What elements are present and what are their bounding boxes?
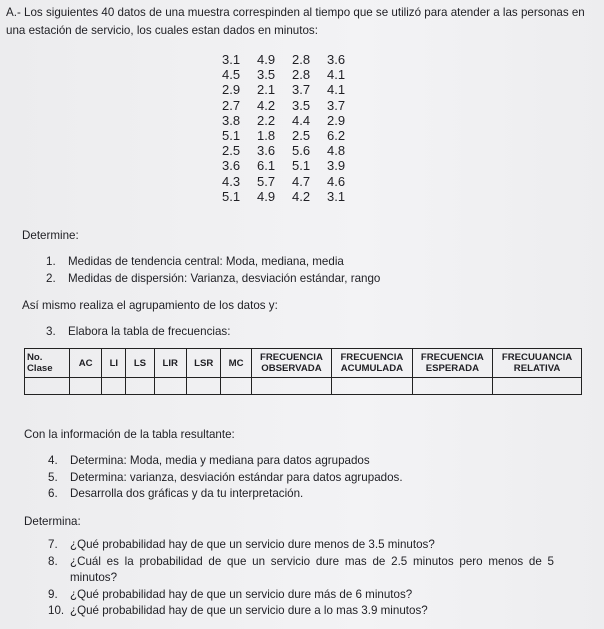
data-value: 2.5 xyxy=(222,143,241,159)
list-item xyxy=(48,486,568,503)
item-text: Medidas de tendencia central: Moda, mediana, media xyxy=(68,255,344,268)
data-value: 4.1 xyxy=(327,67,346,83)
data-value: 5.1 xyxy=(222,188,241,204)
item-number: 2. xyxy=(46,271,56,285)
table-header-row xyxy=(25,349,582,378)
column-header: AC xyxy=(69,349,101,378)
item-text: Medidas de dispersión: Varianza, desviación estándar, rango xyxy=(68,271,381,285)
data-value: 3.7 xyxy=(292,82,311,98)
item-number: 4. xyxy=(48,454,58,467)
data-value: 2.1 xyxy=(257,82,276,98)
table-cell xyxy=(493,378,582,395)
data-value: 3.5 xyxy=(292,97,311,113)
column-header: FRECUUANCIA RELATIVA xyxy=(493,349,582,378)
tasks-list-a xyxy=(46,254,566,287)
data-value: 1.8 xyxy=(257,128,276,144)
data-value: 2.8 xyxy=(292,52,311,67)
item-number: 1. xyxy=(46,255,56,268)
data-value: 3.8 xyxy=(222,112,241,128)
table-cell xyxy=(154,378,186,395)
data-value: 3.1 xyxy=(222,52,241,67)
column-header: LSR xyxy=(186,349,220,378)
data-value: 3.6 xyxy=(222,158,241,174)
data-value: 5.1 xyxy=(222,128,241,144)
data-value: 4.2 xyxy=(292,188,311,204)
data-value: 4.6 xyxy=(327,173,346,189)
data-value: 3.7 xyxy=(327,97,346,113)
data-value: 4.7 xyxy=(292,173,311,189)
data-value: 4.2 xyxy=(257,97,276,113)
data-value: 4.9 xyxy=(257,52,276,67)
list-item xyxy=(48,587,554,604)
list-item xyxy=(46,324,566,341)
item-text: Elabora la tabla de frecuencias: xyxy=(68,325,231,338)
list-item xyxy=(46,254,566,271)
data-value: 4.4 xyxy=(292,112,311,128)
column-header: No. Clase xyxy=(25,349,70,378)
table-cell xyxy=(186,378,220,395)
data-value: 2.8 xyxy=(292,67,311,83)
item-number: 5. xyxy=(48,470,58,484)
table-cell xyxy=(221,378,251,395)
data-value: 2.2 xyxy=(257,112,276,128)
table-cell xyxy=(332,378,412,395)
table-cell xyxy=(251,378,331,395)
column-header: LIR xyxy=(154,349,186,378)
data-value: 3.6 xyxy=(257,143,276,159)
column-header: FRECUENCIA ACUMULADA xyxy=(332,349,412,378)
determine-label: Determine: xyxy=(22,229,79,242)
data-value: 3.6 xyxy=(327,52,346,67)
item-number: 10. xyxy=(48,604,65,617)
list-item xyxy=(48,603,554,620)
item-text: Desarrolla dos gráficas y da tu interpretación. xyxy=(70,487,304,500)
item-text: ¿Qué probabilidad hay de que un servicio dure a lo mas 3.9 minutos? xyxy=(70,604,428,617)
data-value: 5.7 xyxy=(257,173,276,189)
table-cell xyxy=(412,378,492,395)
with-info-label: Con la información de la tabla resultante: xyxy=(24,428,235,441)
frequency-table xyxy=(24,348,582,395)
table-cell xyxy=(126,378,154,395)
list-item xyxy=(48,453,568,470)
list-item xyxy=(48,554,554,587)
data-value: 2.9 xyxy=(222,82,241,98)
data-value: 6.1 xyxy=(257,158,276,174)
data-value: 2.5 xyxy=(292,128,311,144)
item-number: 3. xyxy=(46,325,56,338)
data-value: 2.7 xyxy=(222,97,241,113)
item-number: 8. xyxy=(48,554,58,568)
column-header: FRECUENCIA ESPERADA xyxy=(412,349,492,378)
data-value: 6.2 xyxy=(327,128,346,144)
list-item xyxy=(48,537,554,554)
list-item xyxy=(46,271,566,288)
table-cell xyxy=(69,378,101,395)
table-cell xyxy=(25,378,70,395)
item-text: ¿Cuál es la probabilidad de que un servicio dure mas de 2.5 minutos pero menos de 5 minutos? xyxy=(70,554,554,584)
data-value: 3.9 xyxy=(327,158,346,174)
data-value: 5.6 xyxy=(292,143,311,159)
item-text: ¿Qué probabilidad hay de que un servicio dure más de 6 minutos? xyxy=(70,587,413,601)
item-number: 9. xyxy=(48,587,58,601)
column-header: MC xyxy=(221,349,251,378)
item-text: Determina: Moda, media y mediana para datos agrupados xyxy=(70,454,370,467)
table-cell xyxy=(102,378,126,395)
tasks-list-c xyxy=(48,453,568,503)
data-value: 2.9 xyxy=(327,112,346,128)
data-value: 4.5 xyxy=(222,67,241,83)
grouping-label: Así mismo realiza el agrupamiento de los datos y: xyxy=(22,299,278,312)
data-value: 4.1 xyxy=(327,82,346,98)
item-number: 6. xyxy=(48,487,58,500)
data-value: 4.9 xyxy=(257,188,276,204)
item-text: Determina: varianza, desviación estándar para datos agrupados. xyxy=(70,470,403,484)
table-row xyxy=(25,378,582,395)
data-values-grid xyxy=(222,52,362,204)
data-value: 3.5 xyxy=(257,67,276,83)
determina-label: Determina: xyxy=(24,515,81,528)
item-number: 7. xyxy=(48,538,58,551)
data-value: 3.1 xyxy=(327,188,346,204)
data-value: 5.1 xyxy=(292,158,311,174)
data-value: 4.8 xyxy=(327,143,346,159)
column-header: LS xyxy=(126,349,154,378)
item-text: ¿Qué probabilidad hay de que un servicio dure menos de 3.5 minutos? xyxy=(70,538,435,551)
tasks-list-b xyxy=(46,324,566,341)
intro-paragraph: A.- Los siguientes 40 datos de una muestra correspinden al tiempo que se utilizó para atender a las personas en una estación de servicio, los cuales estan dados en minutos: xyxy=(6,6,585,37)
questions-list xyxy=(48,537,554,620)
column-header: FRECUENCIA OBSERVADA xyxy=(251,349,331,378)
column-header: LI xyxy=(102,349,126,378)
data-value: 4.3 xyxy=(222,173,241,189)
list-item xyxy=(48,470,568,487)
